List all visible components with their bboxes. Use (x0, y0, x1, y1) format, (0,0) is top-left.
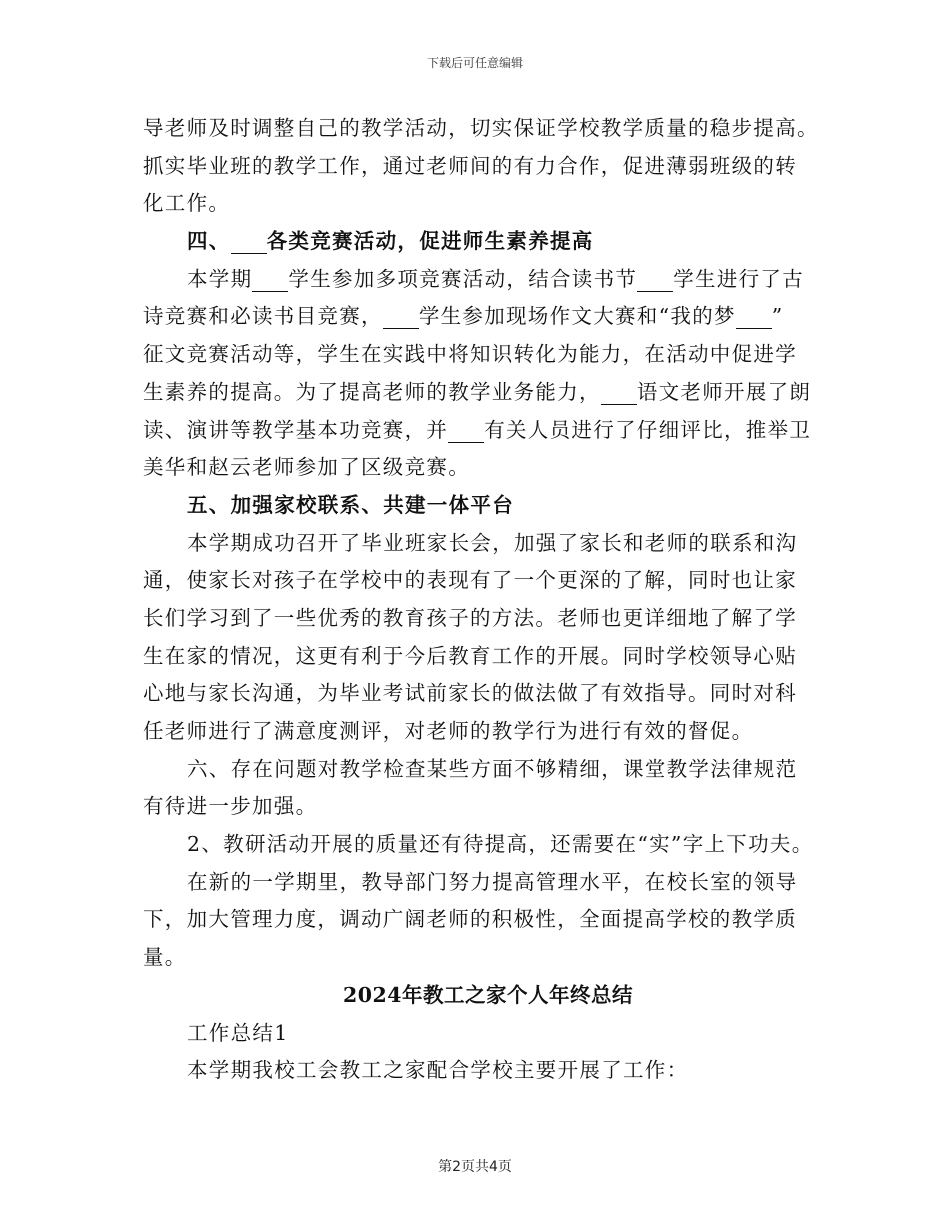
section-heading-5: 五、加强家校联系、共建一体平台 (187, 492, 514, 517)
paragraph-line: 在新的一学期里，教导部门努力提高管理水平，在校长室的领导 (187, 869, 798, 894)
paragraph-line: 生在家的情况，这更有利于今后教育工作的开展。同时学校领导心贴 (143, 643, 797, 668)
paragraph-line: 量。 (143, 945, 187, 970)
fill-blank (736, 306, 772, 329)
paragraph-line: 任老师进行了满意度测评，对老师的教学行为进行有效的督促。 (143, 719, 754, 743)
paragraph-line: 化工作。 (143, 191, 231, 216)
paragraph-line (143, 412, 833, 450)
paragraph-line: 美华和赵云老师参加了区级竞赛。 (143, 455, 470, 480)
text-segment: 语文老师开展了朗 (636, 379, 812, 404)
subsection-label: 工作总结1 (187, 1020, 289, 1045)
text-segment: 读、演讲等教学基本功竞赛，并 (143, 417, 449, 442)
paragraph-line: 下，加大管理力度，调动广阔老师的积极性，全面提高学校的教学质 (143, 907, 797, 932)
fill-blank (637, 269, 673, 292)
paragraph-line: 有待进一步加强。 (143, 794, 318, 819)
paragraph-line: 六、存在问题对教学检查某些方面不够精细，课堂教学法律规范 (187, 756, 798, 781)
text-segment: 有关人员进行了仔细评比，推举卫 (484, 417, 812, 442)
heading-text: 各类竞赛活动，促进师生素养提高 (266, 229, 594, 254)
paragraph-line (143, 261, 833, 299)
text-segment: 学生参加现场作文大赛和“我的梦 (418, 304, 736, 329)
paragraph-line (143, 374, 833, 412)
paragraph-line: 长们学习到了一些优秀的教育孩子的方法。老师也更详细地了解了学 (143, 605, 797, 630)
fill-blank (383, 306, 419, 329)
paragraph-line: 本学期成功召开了毕业班家长会，加强了家长和老师的联系和沟 (187, 530, 798, 555)
text-segment: 本学期 (187, 266, 253, 291)
fill-blank (252, 269, 288, 292)
document-body (143, 110, 833, 1090)
text-segment: 学生参加多项竞赛活动，结合读书节 (288, 266, 638, 291)
paragraph-line: 征文竞赛活动等，学生在实践中将知识转化为能力，在活动中促进学 (143, 342, 797, 367)
fill-blank (601, 382, 637, 405)
page-number: 第2页共4页 (438, 1159, 512, 1175)
text-segment: 诗竞赛和必读书目竞赛， (143, 304, 383, 329)
header-note: 下载后可任意编辑 (426, 56, 523, 70)
section-heading-4 (143, 223, 833, 261)
paragraph-line: 导老师及时调整自己的教学活动，切实保证学校教学质量的稳步提高。 (143, 116, 819, 140)
text-segment: ” (771, 304, 784, 329)
paragraph-line: 本学期我校工会教工之家配合学校主要开展了工作： (187, 1058, 689, 1083)
text-segment: 生素养的提高。为了提高老师的教学业务能力， (143, 379, 601, 404)
text-segment: 学生进行了古 (673, 266, 805, 291)
document-title: 2024年教工之家个人年终总结 (342, 982, 634, 1007)
fill-blank (448, 420, 484, 443)
paragraph-line: 2、教研活动开展的质量还有待提高，还需要在“实”字上下功夫。 (187, 832, 814, 857)
heading-text: 四、 (187, 229, 231, 254)
paragraph-line: 心地与家长沟通，为毕业考试前家长的做法做了有效指导。同时对科 (143, 681, 797, 706)
paragraph-line: 通，使家长对孩子在学校中的表现有了一个更深的了解，同时也让家 (143, 568, 797, 593)
paragraph-line: 抓实毕业班的教学工作，通过老师间的有力合作，促进薄弱班级的转 (143, 153, 797, 178)
paragraph-line (143, 298, 833, 336)
fill-blank (231, 231, 267, 254)
